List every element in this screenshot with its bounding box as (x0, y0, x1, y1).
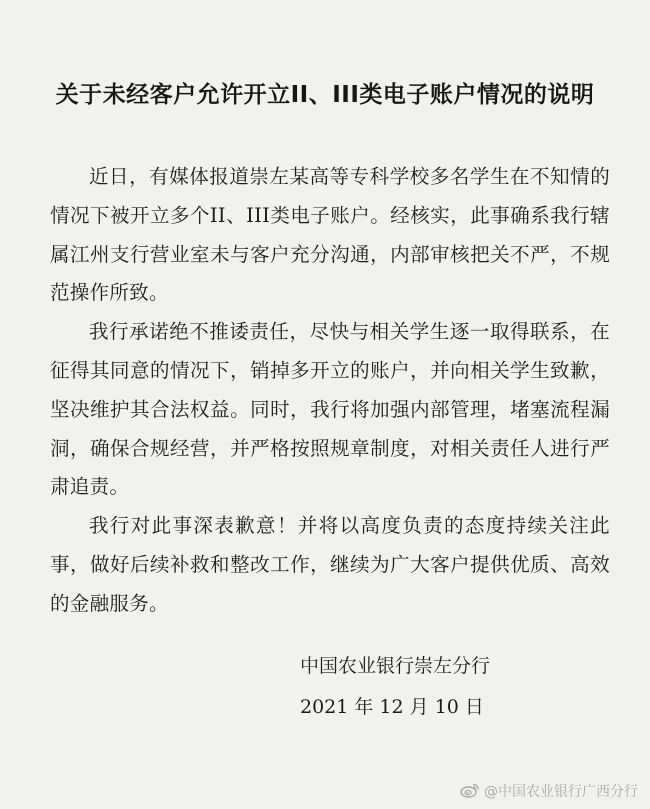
document-body (50, 158, 610, 624)
signature-date-text: 2021 年 12 月 10 日 (300, 696, 484, 718)
weibo-icon (460, 782, 480, 802)
signature-org-text: 中国农业银行崇左分行 (300, 655, 491, 677)
watermark-text: @中国农业银行广西分行 (484, 784, 638, 800)
weibo-watermark (460, 781, 638, 802)
paragraph-2: 我行承诺绝不推诿责任，尽快与相关学生逐一取得联系，在征得其同意的情况下，销掉多开立的账户，并向相关学生致歉，坚决维护其合法权益。同时，我行将加强内部管理，堵塞流程漏洞，确保合规经营，并严格按照规章制度，对相关责任人进行严肃追责。 (50, 320, 610, 499)
paragraph-3: 我行对此事深表歉意！并将以高度负责的态度持续关注此事，做好后续补救和整改工作，继续为广大客户提供优质、高效的金融服务。 (50, 514, 610, 615)
document-title: 关于未经客户允许开立II、III类电子账户情况的说明 (55, 82, 595, 108)
paragraph-1: 近日，有媒体报道崇左某高等专科学校多名学生在不知情的情况下被开立多个II、III类电子账户。经核实，此事确系我行辖属江州支行营业室未与客户充分沟通，内部审核把关不严，不规范操作所致。 (50, 165, 610, 305)
